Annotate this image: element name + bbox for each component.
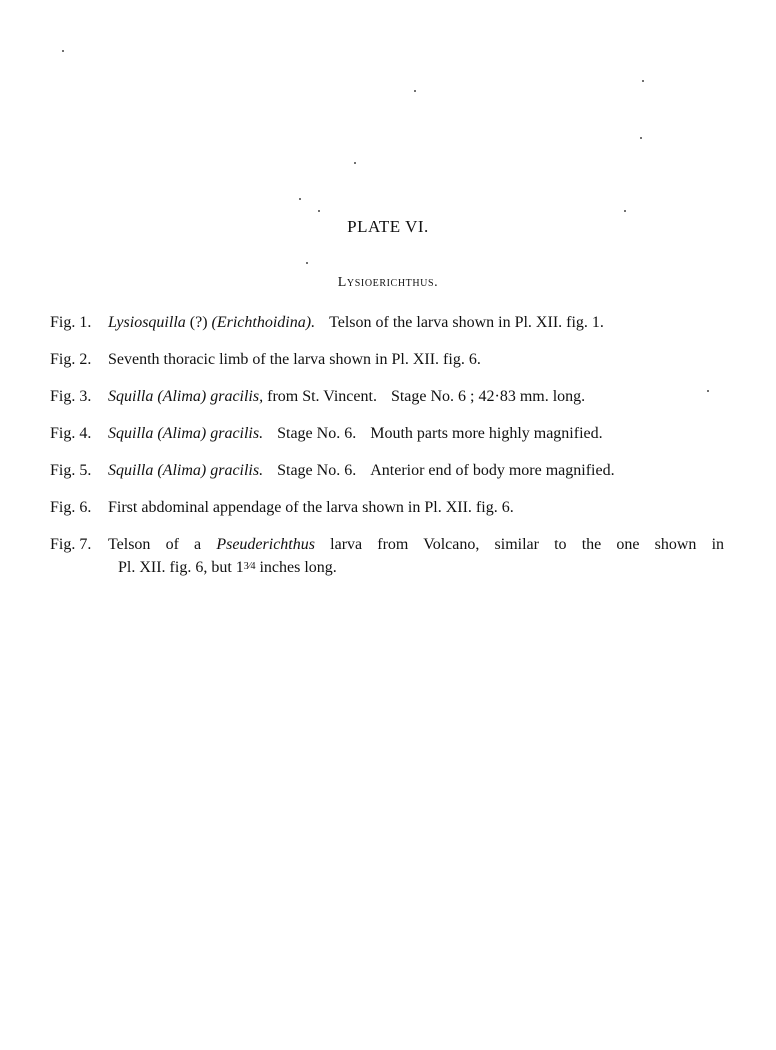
text-after: larva from Volcano, similar to the one shown in — [330, 536, 725, 553]
species-name: Squilla (Alima) gracilis. — [108, 425, 264, 442]
figure-description: Seventh thoracic limb of the larva shown in Pl. XII. fig. 6. — [108, 351, 481, 368]
measure-unit: inches long. — [259, 559, 337, 576]
scan-speck — [299, 198, 301, 200]
figure-item — [50, 534, 730, 582]
scan-speck — [354, 162, 356, 164]
figure-label: Fig. 5. — [50, 462, 92, 479]
subgenus-name: (Erichthoidina). — [211, 314, 316, 331]
query-mark: (?) — [189, 314, 208, 331]
scan-speck — [318, 210, 320, 212]
scan-speck — [306, 262, 308, 264]
figure-item — [50, 312, 730, 349]
figure-description: Anterior end of body more magnified. — [370, 462, 615, 479]
figure-description: First abdominal appendage of the larva shown in Pl. XII. fig. 6. — [108, 499, 514, 516]
figure-list — [50, 312, 730, 582]
continuation-text: Pl. XII. fig. 6, but — [118, 559, 232, 576]
stage-label: Stage No. 6 ; — [390, 388, 475, 405]
measure-whole: 1 — [235, 559, 244, 576]
figure-description: Mouth parts more highly magnified. — [370, 425, 603, 442]
scan-speck — [414, 90, 416, 92]
figure-label: Fig. 1. — [50, 314, 92, 331]
genus-name: Lysiosquilla — [108, 314, 186, 331]
figure-description-line — [108, 534, 724, 556]
locality: from St. Vincent. — [267, 388, 377, 405]
figure-label: Fig. 6. — [50, 499, 92, 516]
species-name: Squilla (Alima) gracilis. — [108, 462, 264, 479]
figure-item — [50, 497, 730, 534]
figure-label: Fig. 2. — [50, 351, 92, 368]
size-label: 42·83 mm. long. — [478, 388, 586, 405]
figure-continuation — [118, 556, 337, 579]
scan-speck — [642, 80, 644, 82]
plate-subtitle: Lysioerichthus. — [337, 275, 439, 290]
figure-item — [50, 349, 730, 386]
stage-label: Stage No. 6. — [277, 462, 357, 479]
measure-fraction: 3⁄4 — [243, 561, 256, 572]
scan-speck — [62, 50, 64, 52]
figure-item — [50, 423, 730, 460]
figure-description: Telson of the larva shown in Pl. XII. fig. 1. — [329, 314, 604, 331]
species-name: Squilla (Alima) gracilis, — [108, 388, 264, 405]
scan-speck — [640, 137, 642, 139]
scan-speck — [624, 210, 626, 212]
figure-label: Fig. 3. — [50, 388, 92, 405]
text-before: Telson of a — [108, 536, 202, 553]
figure-label: Fig. 4. — [50, 425, 92, 442]
figure-item — [50, 386, 730, 423]
plate-title: PLATE VI. — [347, 217, 429, 236]
genus-name: Pseuderichthus — [216, 536, 315, 553]
figure-item — [50, 460, 730, 497]
stage-label: Stage No. 6. — [277, 425, 357, 442]
figure-label: Fig. 7. — [50, 536, 92, 553]
